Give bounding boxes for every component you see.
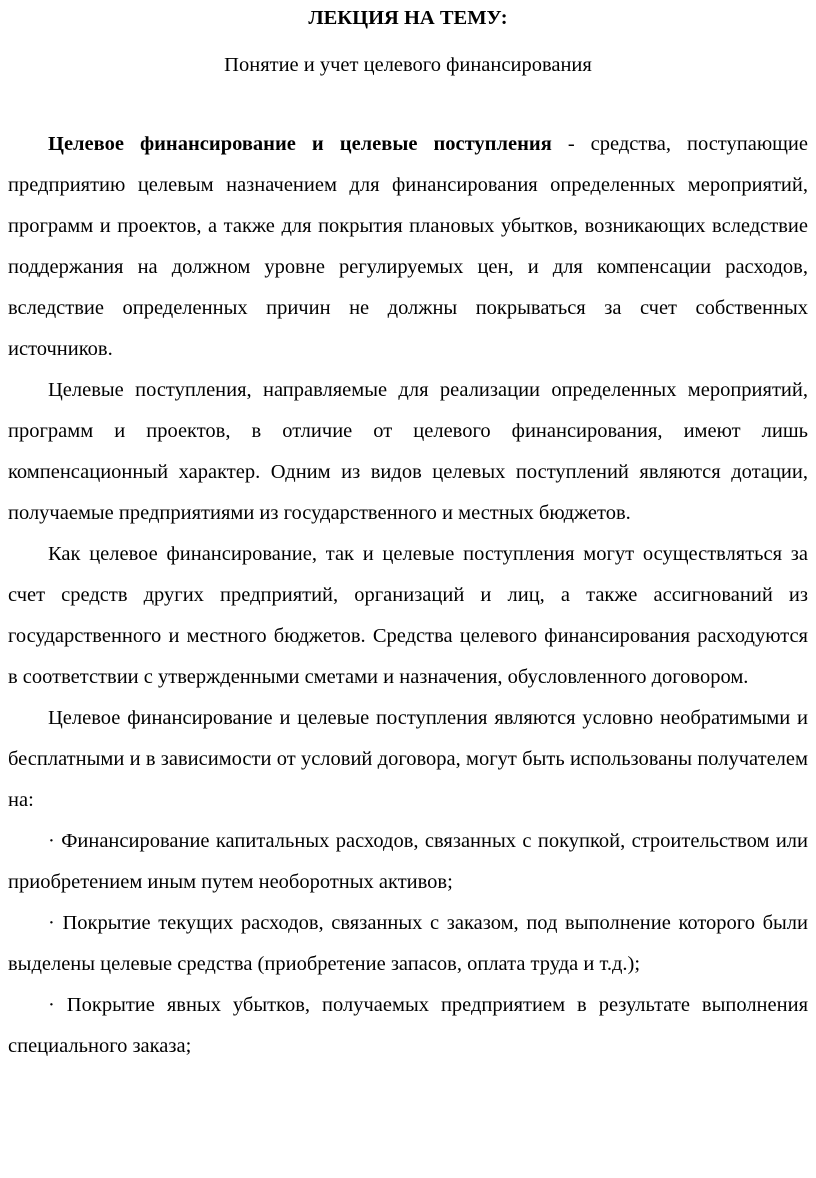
definition-text: - средства, поступающие предприятию целевым назначением для финансирования определенных мероприятий, программ и проектов, а также для покрытия плановых убытков, возникающих вследствие поддержания на должном уровне регулируемых цен, и для компенсации расходов, вследствие определенных причин не должны покрываться за счет собственных источников.	[8, 133, 808, 360]
definition-term: Целевое финансирование и целевые поступления	[48, 133, 552, 155]
paragraph-3: Целевое финансирование и целевые поступления являются условно необратимыми и бесплатными и в зависимости от условий договора, могут быть использованы получателем на:	[8, 707, 808, 811]
paragraph-1: Целевые поступления, направляемые для реализации определенных мероприятий, программ и проектов, в отличие от целевого финансирования, имеют лишь компенсационный характер. Одним из видов целевых поступлений являются дотации, получаемые предприятиями из государственного и местных бюджетов.	[8, 379, 808, 524]
list-item-1: · Финансирование капитальных расходов, связанных с покупкой, строительством или приобретением иным путем необоротных активов;	[8, 830, 808, 893]
definition-paragraph	[8, 124, 808, 370]
list-item-3: · Покрытие явных убытков, получаемых предприятием в результате выполнения специального заказа;	[8, 994, 808, 1057]
lecture-subtitle: Понятие и учет целевого финансирования	[224, 54, 592, 76]
paragraph-2: Как целевое финансирование, так и целевые поступления могут осуществляться за счет средств других предприятий, организаций и лиц, а также ассигнований из государственного и местного бюджетов. Средства целевого финансирования расходуются в соответствии с утвержденными сметами и назначения, обусловленного договором.	[8, 543, 808, 688]
lecture-title: ЛЕКЦИЯ НА ТЕМУ:	[308, 7, 508, 29]
list-item-2: · Покрытие текущих расходов, связанных с заказом, под выполнение которого были выделены целевые средства (приобретение запасов, оплата труда и т.д.);	[8, 912, 808, 975]
